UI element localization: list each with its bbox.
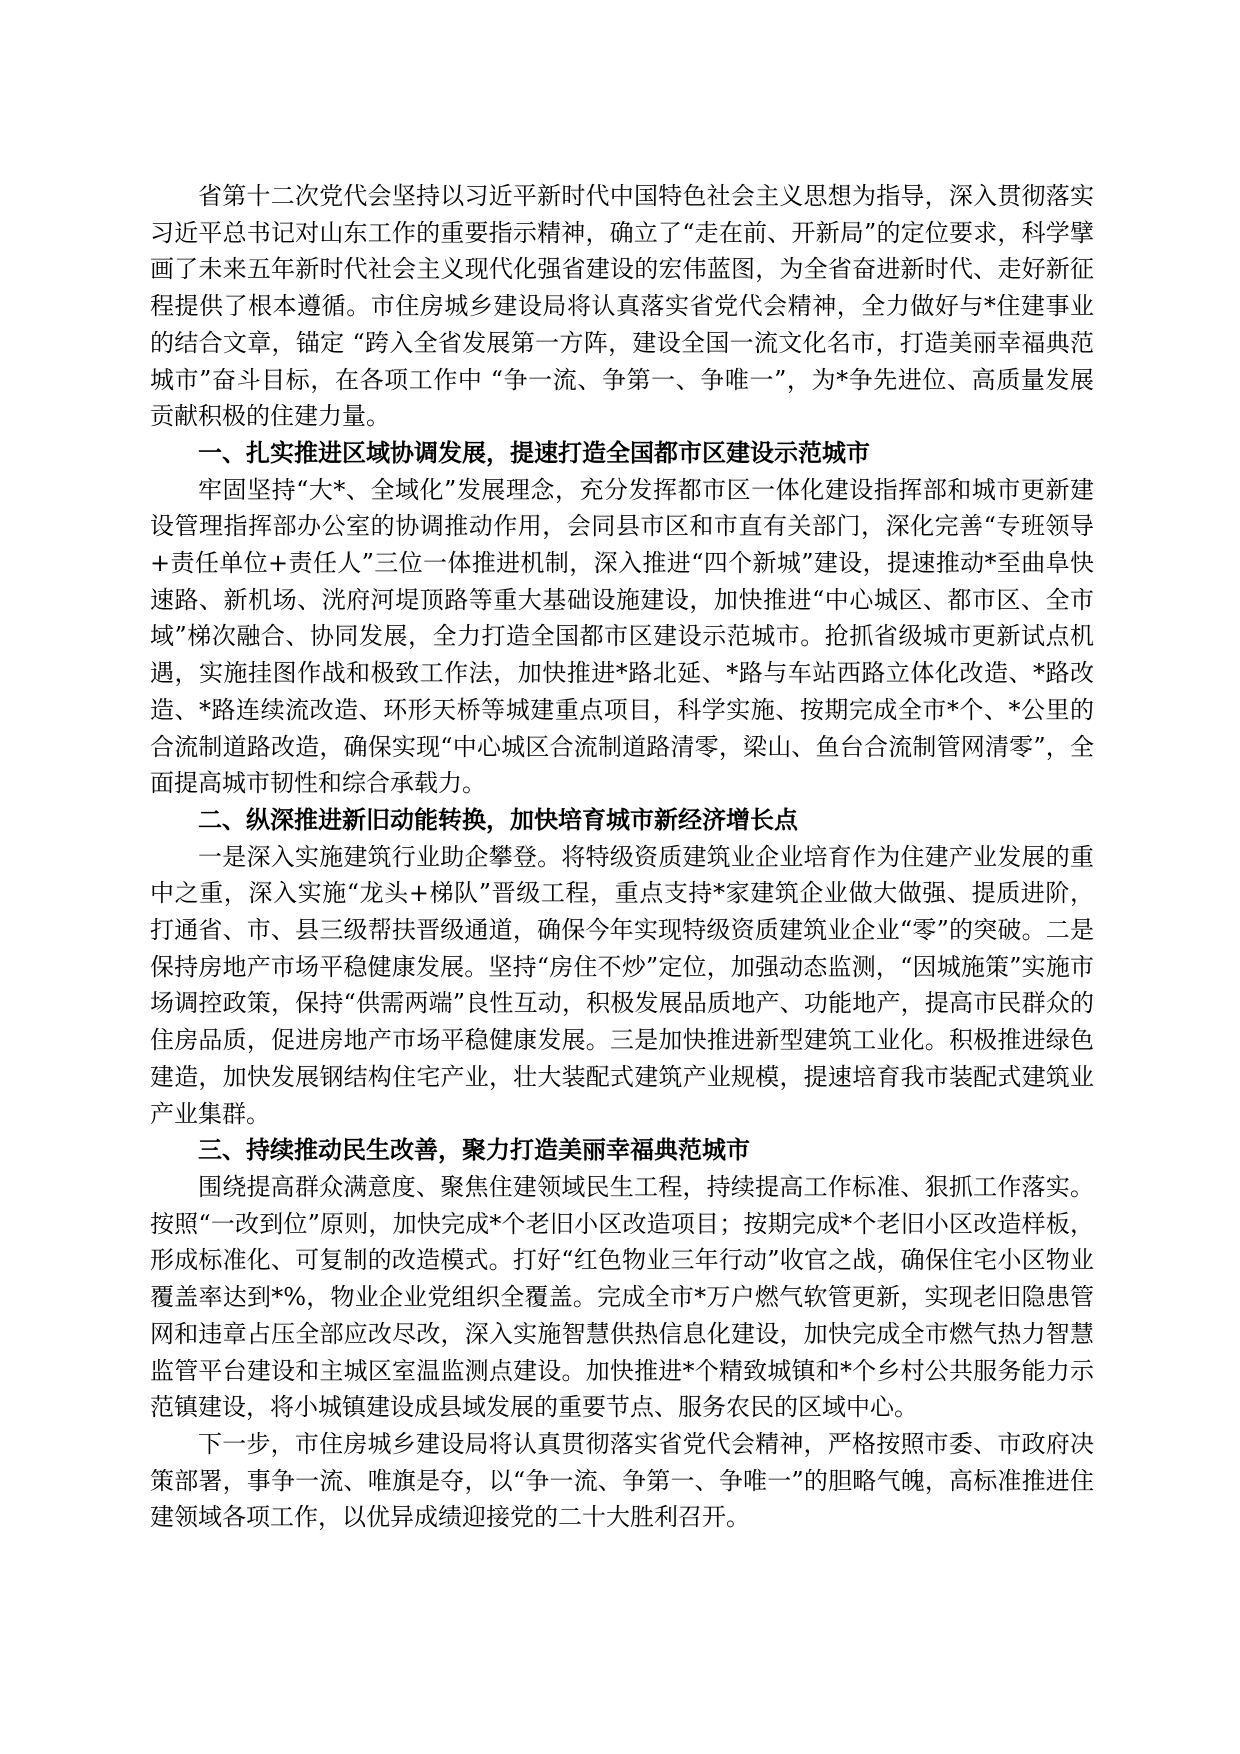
section-1-paragraph: 牢固坚持“大*、全域化”发展理念，充分发挥都市区一体化建设指挥部和城市更新建设管理指挥部办公室的协调推动作用，会同县市区和市直有关部门，深化完善“专班领导+责任单位+责任人”三位一体推进机制，深入推进“四个新城”建设，提速推动*至曲阜快速路、新机场、洸府河堤顶路等重大基础设施建设，加快推进“中心城区、都市区、全市域”梯次融合、协同发展，全力打造全国都市区建设示范城市。抢抓省级城市更新试点机遇，实施挂图作战和极致工作法，加快推进*路北延、*路与车站西路立体化改造、*路改造、*路连续流改造、环形天桥等城建重点项目，科学实施、按期完成全市*个、*公里的合流制道路改造，确保实现“中心城区合流制道路清零，梁山、鱼台合流制管网清零”，全面提高城市韧性和综合承载力。 — [150, 475, 1094, 798]
document-page — [150, 178, 1094, 1536]
section-3-paragraph: 围绕提高群众满意度、聚焦住建领域民生工程，持续提高工作标准、狠抓工作落实。按照“一改到位”原则，加快完成*个老旧小区改造项目；按期完成*个老旧小区改造样板，形成标准化、可复制的改造模式。打好“红色物业三年行动”收官之战，确保住宅小区物业覆盖率达到*%，物业企业党组织全覆盖。完成全市*万户燃气软管更新，实现老旧隐患管网和违章占压全部应改尽改，深入实施智慧供热信息化建设，加快完成全市燃气热力智慧监管平台建设和主城区室温监测点建设。加快推进*个精致城镇和*个乡村公共服务能力示范镇建设，将小城镇建设成县域发展的重要节点、服务农民的区域中心。 — [150, 1172, 1094, 1422]
section-heading-1: 一、扎实推进区域协调发展，提速打造全国都市区建设示范城市 — [198, 437, 870, 467]
section-heading-3: 三、持续推动民生改善，聚力打造美丽幸福典范城市 — [198, 1135, 750, 1165]
intro-paragraph: 省第十二次党代会坚持以习近平新时代中国特色社会主义思想为指导，深入贯彻落实习近平总书记对山东工作的重要指示精神，确立了“走在前、开新局”的定位要求，科学擘画了未来五年新时代社会主义现代化强省建设的宏伟蓝图，为全省奋进新时代、走好新征程提供了根本遵循。市住房城乡建设局将认真落实省党代会精神，全力做好与*住建事业的结合文章，锚定 “跨入全省发展第一方阵，建设全国一流文化名市，打造美丽幸福典范城市”奋斗目标，在各项工作中 “争一流、争第一、争唯一”，为*争先进位、高质量发展贡献积极的住建力量。 — [150, 182, 1094, 431]
section-2-paragraph: 一是深入实施建筑行业助企攀登。将特级资质建筑业企业培育作为住建产业发展的重中之重，深入实施“龙头+梯队”晋级工程，重点支持*家建筑企业做大做强、提质进阶，打通省、市、县三级帮扶晋级通道，确保今年实现特级资质建筑业企业“零”的突破。二是保持房地产市场平稳健康发展。坚持“房住不炒”定位，加强动态监测，“因城施策”实施市场调控政策，保持“供需两端”良性互动，积极发展品质地产、功能地产，提高市民群众的住房品质，促进房地产市场平稳健康发展。三是加快推进新型建筑工业化。积极推进绿色建造，加快发展钢结构住宅产业，壮大装配式建筑产业规模，提速培育我市装配式建筑业产业集群。 — [150, 842, 1094, 1128]
section-heading-2: 二、纵深推进新旧动能转换，加快培育城市新经济增长点 — [198, 804, 798, 834]
closing-paragraph: 下一步，市住房城乡建设局将认真贯彻落实省党代会精神，严格按照市委、市政府决策部署，事争一流、唯旗是夺，以“争一流、争第一、争唯一”的胆略气魄，高标准推进住建领域各项工作，以优异成绩迎接党的二十大胜利召开。 — [150, 1429, 1094, 1532]
